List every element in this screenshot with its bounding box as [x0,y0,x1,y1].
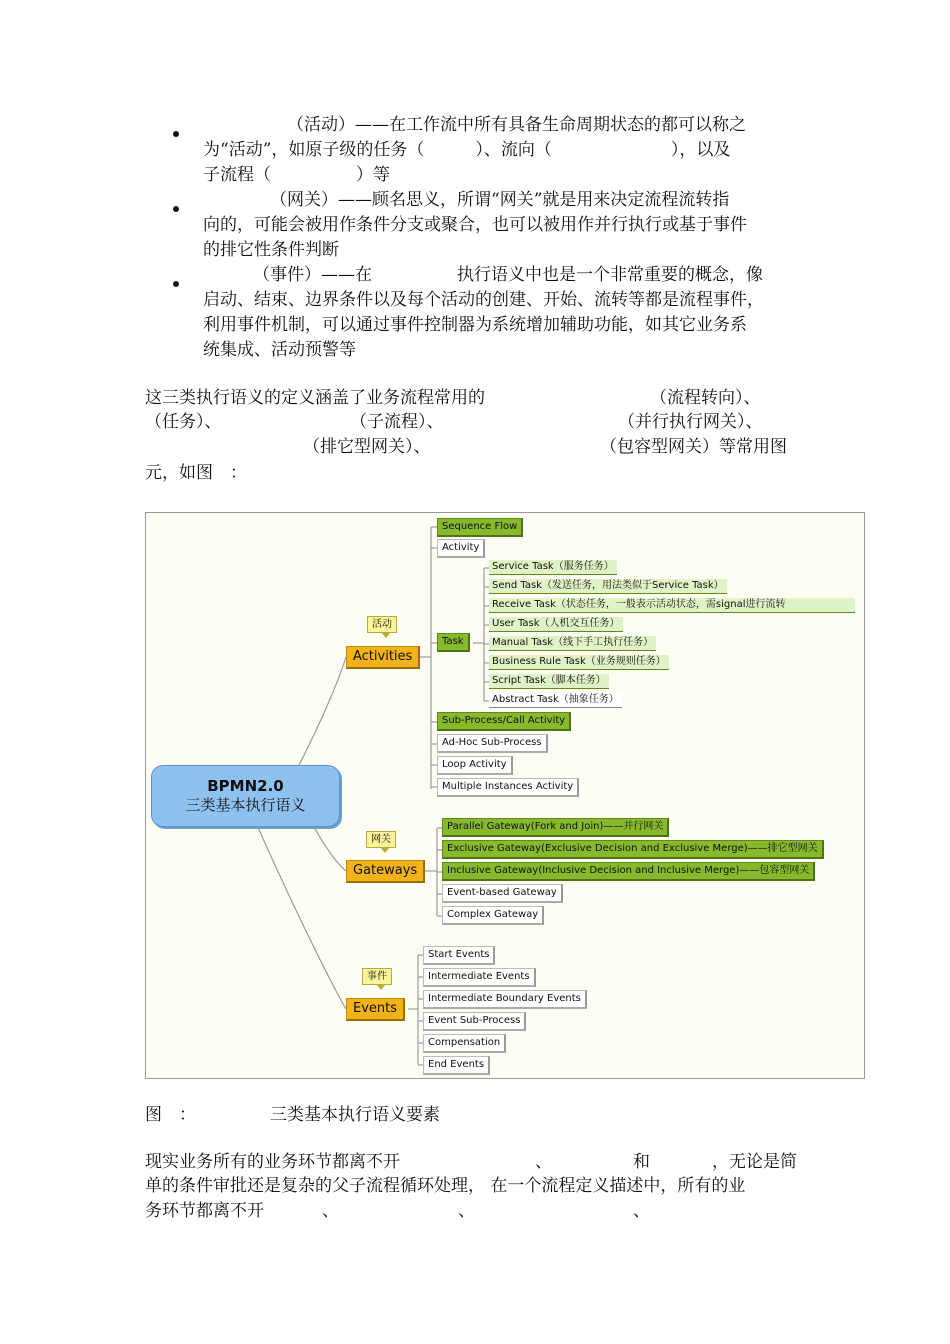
task-manual: Manual Task（线下手工执行任务） [489,636,656,651]
event-compensation: Compensation [423,1034,506,1053]
activities-node: Activities [346,646,420,669]
bullet-2-line-2: 向的，可能会被用作条件分支或聚合，也可以被用作并行执行或基于事件 [203,215,747,235]
events-node: Events [346,998,405,1021]
loop-activity-node: Loop Activity [437,756,513,775]
bullet-dot [173,206,179,212]
p2-line1a: 现实业务所有的业务环节都离不开 [145,1152,400,1172]
p1-line3a: （排它型网关）、 [303,437,431,457]
task-business-rule: Business Rule Task（业务规则任务） [489,655,669,670]
p2-line3b: 、 [322,1201,339,1221]
task-user: User Task（人机交互任务） [489,617,623,632]
figure-caption-label: 图 ： [145,1105,196,1125]
p1-line2b: （子流程）、 [350,412,444,432]
p1-line1b: （流程转向）、 [650,388,761,408]
gateway-event-based: Event-based Gateway [442,884,563,903]
p1-line3b: （包容型网关）等常用图 [600,437,787,457]
bullet-3-line-1: （事件）——在 执行语义中也是一个非常重要的概念，像 [253,265,763,285]
task-node: Task [437,633,470,652]
root-title: BPMN2.0 [207,777,284,795]
bullet-dot [173,281,179,287]
sub-process-node: Sub-Process/Call Activity [437,712,571,731]
ad-hoc-node: Ad-Hoc Sub-Process [437,734,548,753]
root-node [151,765,340,827]
bullet-2-line-1: （网关）——顾名思义，所谓“网关”就是用来决定流程流转指 [270,190,730,210]
bpmn-mind-map [145,512,865,1079]
p2-line3a: 务环节都离不开 [145,1201,264,1221]
gateway-inclusive: Inclusive Gateway(Inclusive Decision and Inclusive Merge)——包容型网关 [442,862,815,881]
p1-line1a: 这三类执行语义的定义涵盖了业务流程常用的 [145,388,485,408]
task-send: Send Task（发送任务，用法类似于Service Task） [489,579,727,594]
p1-line4: 元，如图 ： [145,463,247,483]
events-callout: 事件 [362,968,392,985]
task-receive: Receive Task（状态任务，一般表示活动状态，需signal进行流转 [489,598,855,613]
bullet-1-line-1: （活动）——在工作流中所有具备生命周期状态的都可以称之 [287,115,746,135]
p2-line1b: 、 [535,1152,552,1172]
bullet-2-line-3: 的排它性条件判断 [203,240,339,260]
event-start: Start Events [423,946,495,965]
task-service: Service Task（服务任务） [489,560,617,575]
event-end: End Events [423,1056,490,1075]
bullet-3-line-2: 启动、结束、边界条件以及每个活动的创建、开始、流转等都是流程事件， [203,290,764,310]
task-script: Script Task（脚本任务） [489,674,609,689]
activities-callout: 活动 [367,616,397,633]
figure-caption-text: 三类基本执行语义要素 [270,1105,440,1125]
gateway-complex: Complex Gateway [442,906,544,925]
p2-line1d: ，无论是简 [712,1152,797,1172]
p2-line2: 单的条件审批还是复杂的父子流程循环处理， 在一个流程定义描述中，所有的业 [145,1176,746,1196]
gateway-parallel: Parallel Gateway(Fork and Join)——并行网关 [442,818,669,837]
p1-line2c: （并行执行网关）、 [618,412,763,432]
bullet-1-line-3: 子流程（ ）等 [203,165,390,185]
p2-line3d: 、 [633,1201,650,1221]
bullet-1-line-2: 为“活动”，如原子级的任务（ ）、流向（ ），以及 [203,140,731,160]
p2-line1c: 和 [633,1152,650,1172]
bullet-dot [173,131,179,137]
gateways-callout: 网关 [366,831,396,848]
event-sub-process: Event Sub-Process [423,1012,526,1031]
task-abstract: Abstract Task（抽象任务） [489,693,622,708]
bullet-3-line-4: 统集成、活动预警等 [203,340,356,360]
gateway-exclusive: Exclusive Gateway(Exclusive Decision and Exclusive Merge)——排它型网关 [442,840,824,859]
bullet-3-line-3: 利用事件机制，可以通过事件控制器为系统增加辅助功能，如其它业务系 [203,315,747,335]
root-subtitle: 三类基本执行语义 [185,796,306,814]
multiple-instances-node: Multiple Instances Activity [437,778,579,797]
event-intermediate-boundary: Intermediate Boundary Events [423,990,587,1009]
activity-node: Activity [437,539,485,558]
sequence-flow-node: Sequence Flow [437,518,523,537]
p2-line3c: 、 [458,1201,475,1221]
event-intermediate: Intermediate Events [423,968,536,987]
gateways-node: Gateways [346,860,425,883]
p1-line2a: （任务）、 [145,412,222,432]
